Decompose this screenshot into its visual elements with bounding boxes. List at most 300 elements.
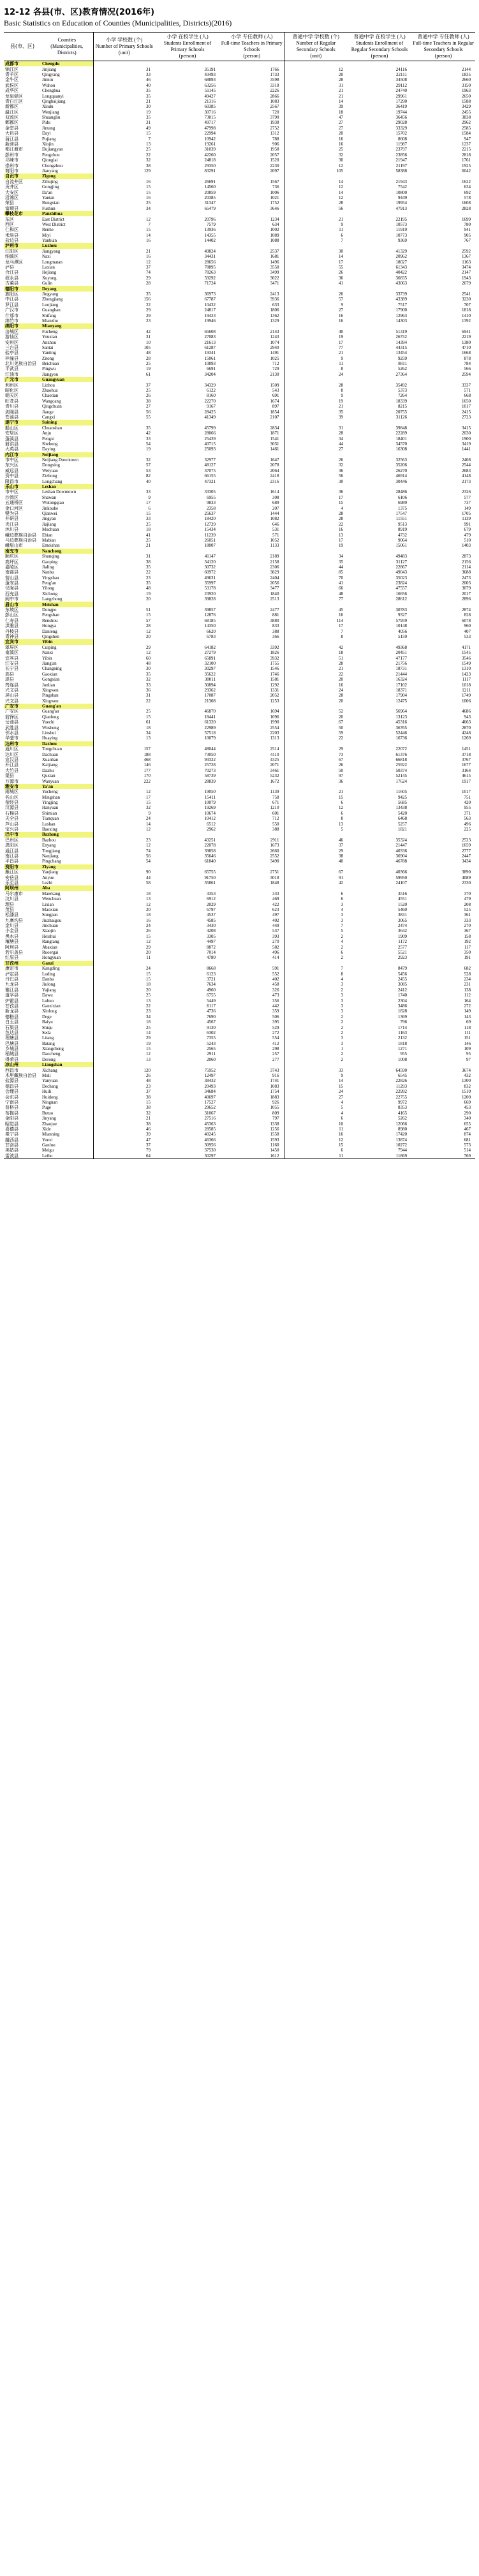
value-cell: 231: [464, 982, 471, 988]
value-cell: 955: [464, 805, 471, 811]
region-name-en: Pingchang: [42, 859, 61, 864]
value-cell: 7634: [207, 982, 216, 988]
value-cell: 109: [464, 1046, 471, 1052]
value-cell: 6117: [207, 1003, 216, 1009]
value-cell: 38: [93, 1121, 155, 1126]
value-cell: 22: [284, 522, 348, 527]
value-cell: 34508: [395, 77, 407, 83]
region-name-en: Yingjing: [42, 800, 58, 806]
value-cell: 34: [93, 1014, 155, 1019]
value-cell: 36904: [395, 854, 407, 859]
value-cell: 17: [284, 538, 348, 543]
value-cell: 6122: [207, 388, 216, 394]
value-cell: 23824: [395, 581, 407, 586]
value-cell: 9833: [207, 500, 216, 506]
region-name-en: Yuechi: [42, 720, 55, 725]
value-cell: 6: [284, 233, 348, 238]
region-name-en: Leshan: [41, 484, 93, 489]
value-cell: 8919: [398, 527, 407, 533]
region-name-cn: 石渠县: [5, 1025, 18, 1030]
value-cell: 2147: [462, 270, 471, 276]
value-cell: 1243: [270, 334, 279, 340]
region-name-cn: 阿坝州: [4, 885, 41, 891]
value-cell: 41: [284, 581, 348, 586]
value-cell: 14: [284, 254, 348, 259]
region-name-en: Dongpo: [42, 607, 57, 613]
value-cell: 554: [272, 1035, 279, 1041]
value-cell: 67: [284, 720, 348, 725]
value-cell: 8: [284, 388, 348, 393]
value-cell: 225: [464, 827, 471, 833]
region-name-cn: 泸州市: [4, 243, 41, 248]
value-cell: 188: [93, 751, 155, 757]
value-cell: 54: [93, 859, 155, 864]
table-row: [4, 1116, 475, 1121]
value-cell: 27: [93, 404, 155, 409]
value-cell: 17: [284, 339, 348, 344]
value-cell: 2: [284, 934, 348, 939]
value-cell: 1074: [270, 339, 279, 345]
table-row: [4, 982, 475, 987]
value-cell: [220, 784, 284, 789]
value-cell: [220, 286, 284, 291]
value-cell: 22111: [396, 71, 407, 77]
table-row: [4, 522, 475, 527]
region-name-cn: 青神县: [5, 633, 18, 639]
region-name-en: Anzhou: [42, 339, 57, 345]
value-cell: 906: [272, 142, 279, 147]
value-cell: 73050: [204, 751, 216, 757]
value-cell: 12066: [395, 1121, 407, 1127]
value-cell: 3: [284, 998, 348, 1003]
table-row: [4, 912, 475, 917]
region-name-en: Shawan: [42, 494, 57, 500]
value-cell: 19946: [204, 318, 216, 323]
value-cell: 1694: [270, 709, 279, 714]
value-cell: 3932: [270, 655, 279, 661]
value-cell: 689: [272, 500, 279, 506]
region-name-cn: 邛崃市: [5, 158, 18, 163]
region-name-cn: 新龙县: [5, 1009, 18, 1014]
table-row: [4, 543, 475, 548]
value-cell: 49368: [395, 644, 407, 650]
value-cell: 35: [93, 581, 155, 586]
value-cell: 70: [284, 575, 348, 581]
value-cell: 2143: [270, 329, 279, 334]
value-cell: [93, 832, 155, 837]
value-cell: 50374: [395, 767, 407, 773]
value-cell: 2650: [462, 93, 471, 99]
value-cell: 388: [272, 827, 279, 833]
region-name-cn: 道孚县: [5, 993, 18, 998]
value-cell: 40697: [204, 1094, 216, 1100]
value-cell: 120: [93, 1067, 155, 1072]
value-cell: 5257: [398, 821, 407, 827]
value-cell: 5232: [270, 773, 279, 779]
region-name-en: Jintang: [42, 125, 55, 131]
region-name-cn: 安居区: [5, 431, 18, 436]
table-row: [4, 955, 475, 960]
region-name-en: Yuexi: [42, 1137, 53, 1143]
table-row: [4, 505, 475, 510]
value-cell: 15: [284, 500, 348, 505]
region-name-cn: 射洪县: [5, 441, 18, 447]
table-row: [4, 313, 475, 318]
value-cell: 414: [272, 955, 279, 961]
value-cell: 33305: [204, 489, 216, 495]
value-cell: 46: [284, 838, 348, 843]
region-name-en: Yibin: [42, 655, 52, 661]
value-cell: 591: [272, 966, 279, 972]
region-name-cn: 金堂县: [5, 125, 18, 131]
value-cell: 6: [284, 950, 348, 955]
region-name-cn: 九寨沟县: [5, 917, 23, 923]
value-cell: [93, 885, 155, 891]
value-cell: 156: [93, 297, 155, 302]
value-cell: 34684: [204, 1089, 216, 1095]
region-name-cn: 宁南县: [5, 1099, 18, 1105]
region-name-en: Lizhou: [42, 382, 55, 388]
value-cell: [411, 832, 475, 837]
value-cell: 66818: [395, 757, 407, 762]
region-name-en: Jiange: [42, 409, 54, 415]
value-cell: 3022: [270, 275, 279, 281]
table-row: [4, 677, 475, 682]
region-name-en: Mianning: [42, 1132, 60, 1137]
value-cell: 2751: [270, 870, 279, 875]
value-cell: 2326: [462, 489, 471, 495]
region-name-cn: 阆中市: [5, 596, 18, 602]
value-cell: 3718: [462, 751, 471, 757]
value-cell: [220, 602, 284, 607]
value-cell: 2660: [462, 77, 471, 83]
value-cell: 13936: [204, 227, 216, 233]
value-cell: 1082: [270, 516, 279, 522]
region-name-en: Dawu: [42, 993, 53, 998]
value-cell: 25922: [395, 762, 407, 768]
value-cell: 5521: [398, 950, 407, 956]
table-row: [4, 581, 475, 586]
value-cell: 16656: [395, 591, 407, 596]
value-cell: 1331: [270, 687, 279, 693]
value-cell: 2203: [270, 730, 279, 736]
value-cell: 34204: [204, 371, 216, 377]
region-name-cn: 隆昌市: [5, 478, 18, 484]
region-name-en: Derong: [42, 1056, 55, 1062]
value-cell: 36456: [395, 115, 407, 121]
value-cell: 356: [272, 998, 279, 1003]
value-cell: 1253: [270, 698, 279, 704]
value-cell: 1006: [462, 698, 471, 704]
value-cell: 66: [284, 586, 348, 591]
value-cell: 10942: [204, 136, 216, 142]
region-name-en: Yucheng: [42, 789, 58, 795]
region-name-en: Hejiang: [42, 270, 57, 276]
region-name-cn: 蒲江县: [5, 136, 18, 142]
table-row: [4, 751, 475, 757]
region-name-cn: 广安市: [4, 704, 41, 709]
region-name-en: Xiangcheng: [42, 1046, 64, 1052]
value-cell: 4736: [207, 1009, 216, 1014]
region-name-en: Dachuan: [42, 751, 58, 757]
region-name-en: Tianquan: [42, 816, 59, 822]
value-cell: 34: [93, 730, 155, 736]
region-name-cn: 通江县: [5, 848, 18, 854]
table-row: [4, 966, 475, 971]
value-cell: [411, 452, 475, 457]
value-cell: 61287: [204, 344, 216, 350]
value-cell: 28: [284, 200, 348, 205]
value-cell: 11605: [395, 789, 407, 795]
value-cell: 61: [93, 720, 155, 725]
table-row: [4, 1040, 475, 1046]
region-name-en: Fushun: [42, 205, 55, 211]
value-cell: 51: [93, 607, 155, 612]
value-cell: [155, 961, 220, 966]
value-cell: 28: [284, 382, 348, 387]
value-cell: 3474: [462, 265, 471, 270]
value-cell: 11919: [395, 227, 407, 233]
value-cell: 5685: [398, 800, 407, 806]
value-cell: 17290: [395, 98, 407, 104]
value-cell: 941: [464, 227, 471, 233]
table-row: [4, 773, 475, 778]
value-cell: 272: [272, 1030, 279, 1035]
value-cell: [155, 377, 220, 382]
value-cell: 28: [93, 355, 155, 360]
region-name-en: Qianwei: [42, 511, 57, 516]
value-cell: [284, 1062, 348, 1067]
value-cell: 6620: [207, 628, 216, 634]
value-cell: 57: [284, 297, 348, 302]
table-row: [4, 366, 475, 371]
region-name-en: Ningnan: [42, 1099, 58, 1105]
value-cell: 24740: [395, 88, 407, 94]
value-cell: 5: [284, 1105, 348, 1110]
value-cell: 2514: [270, 746, 279, 752]
value-cell: 9369: [398, 238, 407, 244]
value-cell: 3486: [398, 1003, 407, 1009]
value-cell: 15: [93, 227, 155, 232]
table-row: [4, 896, 475, 901]
value-cell: [93, 323, 155, 329]
table-row: [4, 720, 475, 725]
value-cell: 2230: [270, 163, 279, 168]
region-name-en: Langzhong: [42, 596, 63, 602]
region-name-en: Tongchuan: [42, 746, 63, 752]
value-cell: [411, 286, 475, 291]
value-cell: 15: [93, 612, 155, 618]
value-cell: [155, 452, 220, 457]
city-header-row: [4, 243, 475, 248]
value-cell: 7690: [207, 1014, 216, 1019]
value-cell: 1089: [270, 232, 279, 238]
region-name-cn: 罗江县: [5, 302, 18, 307]
value-cell: [348, 174, 411, 179]
value-cell: 1828: [398, 1009, 407, 1014]
value-cell: 1584: [462, 131, 471, 137]
value-cell: 2: [284, 944, 348, 949]
value-cell: 19: [93, 366, 155, 371]
value-cell: 13: [284, 821, 348, 826]
value-cell: [93, 243, 155, 248]
value-cell: 34570: [395, 441, 407, 447]
value-cell: 1300: [462, 1078, 471, 1084]
value-cell: 41147: [204, 554, 216, 559]
table-title-en: Basic Statistics on Education of Counties (Municipalities, Districts)(2016): [4, 19, 232, 27]
value-cell: 1160: [270, 1143, 279, 1148]
value-cell: 2592: [462, 248, 471, 254]
header-col-1-unit: (unit): [118, 50, 130, 56]
region-name-cn: 南溪区: [5, 650, 18, 656]
value-cell: 646: [272, 521, 279, 527]
table-row: [4, 409, 475, 414]
value-cell: 22078: [204, 843, 216, 848]
value-cell: 1200: [462, 1094, 471, 1100]
value-cell: 571: [272, 532, 279, 538]
table-row: [4, 436, 475, 441]
value-cell: 11293: [395, 1083, 407, 1089]
table-row: [4, 152, 475, 158]
value-cell: 3: [284, 918, 348, 923]
region-name-en: Longchang: [42, 478, 63, 484]
value-cell: 46366: [204, 1137, 216, 1143]
value-cell: 16: [284, 318, 348, 323]
region-name-cn: 兴文县: [5, 698, 18, 704]
region-name-en: Mabian: [42, 537, 56, 543]
value-cell: 10: [93, 339, 155, 344]
value-cell: 1172: [398, 939, 407, 945]
value-cell: 61343: [395, 265, 407, 270]
value-cell: 737: [464, 500, 471, 506]
region-name-en: Batang: [42, 1040, 55, 1046]
value-cell: 105: [93, 345, 155, 350]
table-row: [4, 233, 475, 238]
value-cell: 692: [464, 189, 471, 195]
region-name-cn: 大竹县: [5, 767, 18, 773]
value-cell: 22: [93, 1003, 155, 1009]
region-name-en: Chenghua: [42, 88, 61, 94]
table-row: [4, 795, 475, 800]
value-cell: [284, 864, 348, 870]
value-cell: 19744: [395, 109, 407, 115]
value-cell: 514: [464, 1148, 471, 1153]
value-cell: 9449: [398, 195, 407, 200]
city-header-row: [4, 832, 475, 837]
value-cell: 15: [93, 934, 155, 939]
value-cell: 22755: [395, 1094, 407, 1100]
value-cell: 2078: [270, 463, 279, 468]
value-cell: 20: [284, 72, 348, 77]
value-cell: 4325: [270, 757, 279, 762]
header-region-cn: 县(市、区): [4, 33, 41, 61]
table-row: [4, 586, 475, 591]
value-cell: 14: [284, 179, 348, 184]
region-name-en: Jiulong: [42, 982, 55, 988]
value-cell: 28: [284, 77, 348, 82]
value-cell: 1139: [270, 789, 279, 795]
value-cell: 1674: [270, 398, 279, 404]
region-name-en: Qianfeng: [42, 714, 59, 720]
region-name-cn: 雅安市: [4, 784, 41, 789]
region-name-en: Daocheng: [42, 1051, 61, 1057]
value-cell: 6302: [207, 1030, 216, 1035]
value-cell: 49824: [204, 248, 216, 254]
region-name-en: Yanbian: [42, 238, 57, 244]
value-cell: [411, 323, 475, 329]
table-row: [4, 77, 475, 82]
value-cell: [411, 174, 475, 179]
table-row: [4, 249, 475, 254]
value-cell: [155, 784, 220, 789]
table-row: [4, 736, 475, 741]
region-name-cn: 中江县: [5, 297, 18, 302]
value-cell: [93, 420, 155, 425]
value-cell: 7: [93, 222, 155, 227]
region-name-en: Yingshan: [42, 575, 59, 581]
value-cell: 5420: [398, 810, 407, 816]
value-cell: 18731: [395, 666, 407, 672]
value-cell: 35324: [395, 837, 407, 843]
value-cell: 13: [93, 736, 155, 741]
value-cell: 19: [284, 399, 348, 404]
table-row: [4, 361, 475, 366]
region-name-en: Panzhihua: [41, 211, 93, 216]
value-cell: 874: [464, 1132, 471, 1137]
value-cell: 1021: [270, 195, 279, 200]
value-cell: 691: [272, 393, 279, 399]
value-cell: 3642: [398, 928, 407, 934]
value-cell: 3: [284, 1035, 348, 1040]
value-cell: 29112: [395, 82, 407, 88]
value-cell: [220, 377, 284, 382]
region-name-cn: 旺苍县: [5, 398, 18, 404]
value-cell: 4585: [207, 917, 216, 923]
value-cell: 3550: [270, 265, 279, 270]
value-cell: 97: [466, 1056, 471, 1062]
value-cell: 56964: [395, 709, 407, 714]
value-cell: 24: [93, 816, 155, 821]
value-cell: 2473: [462, 575, 471, 581]
value-cell: 4248: [462, 730, 471, 736]
value-cell: 277: [272, 1056, 279, 1062]
value-cell: 4732: [398, 532, 407, 538]
value-cell: 31347: [204, 200, 216, 206]
value-cell: 34: [284, 554, 348, 559]
value-cell: 797: [272, 1116, 279, 1121]
region-name-cn: 雨城区: [5, 789, 18, 795]
region-name-en: Anju: [42, 431, 51, 436]
value-cell: 1558: [270, 1132, 279, 1137]
table-row: [4, 516, 475, 521]
region-name-en: Daying: [42, 447, 55, 452]
value-cell: [284, 420, 348, 425]
value-cell: 51145: [204, 88, 216, 94]
value-cell: 1608: [462, 200, 471, 206]
value-cell: 1871: [270, 431, 279, 436]
value-cell: 2866: [270, 93, 279, 99]
value-cell: 729: [272, 366, 279, 372]
value-cell: 49631: [204, 575, 216, 581]
value-cell: 29: [284, 848, 348, 853]
region-name-en: Danba: [42, 976, 54, 982]
value-cell: [155, 602, 220, 607]
value-cell: 5: [284, 928, 348, 933]
value-cell: 46914: [395, 473, 407, 479]
value-cell: 9259: [398, 355, 407, 361]
region-name-cn: 岳池县: [5, 720, 18, 725]
value-cell: 29: [93, 276, 155, 281]
